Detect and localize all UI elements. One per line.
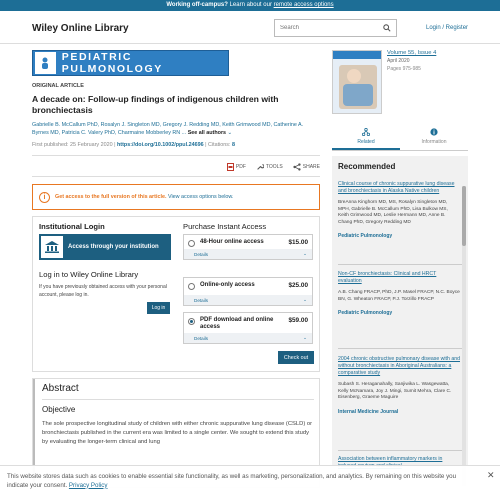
purchase-option-pdf-online[interactable] <box>183 312 313 344</box>
recommended-journal[interactable]: Pediatric Pulmonology <box>338 233 393 240</box>
info-icon: i <box>39 192 50 203</box>
article-type: ORIGINAL ARTICLE <box>32 83 84 89</box>
related-icon <box>362 128 370 136</box>
institutional-login-title: Institutional Login <box>39 222 105 231</box>
tab-information[interactable]: Information <box>400 128 468 150</box>
objective-text: The sole prospective longitudinal study of children with either chronic suppurative lung disease (CSLD) or bronchiectasis published in the current era was limited to a single center. We sought to extend this study by evaluating the longer-term clinical and lung <box>42 421 313 445</box>
tools-button[interactable]: TOOLS <box>256 163 283 171</box>
option-price: $15.00 <box>288 239 308 246</box>
recommended-authors: Subash S. Heraganahally, Sanjiwika L. Wasgewatta, Kelly McNamara, Joy J. Mingi, Sumit Mehra, Clare C. Eisenberg, Graeme Maguire <box>338 382 452 401</box>
recommended-article-link[interactable]: Clinical course of chronic suppurative lung disease and bronchiectasis in Alaska Native children <box>338 181 455 194</box>
divider <box>338 348 462 349</box>
objective-heading: Objective <box>42 405 76 414</box>
recommended-panel <box>332 156 468 486</box>
doi-link[interactable]: https://doi.org/10.1002/ppul.24696 <box>117 142 204 148</box>
journal-logo-icon <box>35 52 56 74</box>
purchase-access-title: Purchase Instant Access <box>183 222 267 231</box>
option-radio-selected[interactable] <box>188 318 195 325</box>
institution-access-button[interactable] <box>39 234 171 260</box>
chevron-down-icon: ⌄ <box>303 297 307 302</box>
check-out-button[interactable]: Check out <box>278 351 314 364</box>
option-price: $59.00 <box>288 317 308 324</box>
recommended-article-link[interactable]: Association between inflammatory markers in <box>338 456 443 462</box>
topbar-text: Learn about our <box>227 2 274 8</box>
author-list <box>32 121 314 137</box>
info-icon <box>430 128 438 136</box>
cookie-banner <box>0 465 500 500</box>
view-access-options-link[interactable]: View access options below. <box>167 194 234 200</box>
recommended-article-link[interactable]: Non-CF bronchiectasis: Clinical and HRCT evaluation <box>338 271 437 284</box>
recommended-journal[interactable]: Internal Medicine Journal <box>338 408 399 415</box>
divider <box>32 176 320 177</box>
access-notice-title: Get access to the full version of this article. <box>55 194 167 200</box>
volume-issue-link[interactable]: Volume 55, Issue 4 <box>387 50 437 56</box>
option-details-toggle[interactable]: Details ⌄ <box>184 295 312 305</box>
divider <box>42 399 314 400</box>
recommended-title: Recommended <box>338 162 396 171</box>
citations-label: Citations: <box>208 142 232 148</box>
recommended-authors: A.B. Chang FRACP, PhD, J.P. Masel FRACP, N.C. Boyce BN, G. Wheaton FRACP, P.J. Torzillo FRACP <box>338 290 460 302</box>
sidebar-tabs <box>332 128 468 151</box>
publication-info: First published: 25 February 2020 | https://doi.org/10.1002/ppul.24696 | Citations: 8 <box>32 142 235 148</box>
option-name: PDF download and online access <box>200 317 274 330</box>
search-icon[interactable] <box>378 20 396 36</box>
recommended-authors: BreAnna Kinghorn MD, MS, Rosalyn Singleton MD, MPH, Gabrielle B. McCallum PhD, Lisa Bulkow MS, Keith Grimwood MD, Leslie Hermann MD, Anne B. Chang PhD, Gregory Redding MD <box>338 200 448 225</box>
article-title: A decade on: Follow-up findings of indigenous children with bronchiectasis <box>32 94 279 115</box>
journal-banner[interactable] <box>32 50 229 76</box>
close-icon[interactable]: ✕ <box>487 470 495 480</box>
chevron-down-icon: ⌄ <box>303 251 307 256</box>
divider <box>338 264 462 265</box>
recommended-article-link[interactable]: 2004 chronic obstructive pulmonary disease with and without bronchiectasis in Aboriginal Australians: a comparative study <box>338 356 460 376</box>
search-input[interactable] <box>275 25 378 31</box>
chevron-down-icon: ⌄ <box>303 335 307 340</box>
purchase-option-online-only[interactable] <box>183 277 313 306</box>
option-details-toggle[interactable]: Details ⌄ <box>184 333 312 343</box>
purchase-option-48-hour[interactable] <box>183 234 313 260</box>
issue-info <box>332 50 468 114</box>
share-icon <box>293 163 301 171</box>
option-name: Online-only access <box>200 282 255 288</box>
journal-cover-image[interactable] <box>332 50 382 114</box>
sidebar <box>332 46 468 486</box>
access-options-panel <box>32 216 320 372</box>
first-published: First published: 25 February 2020 <box>32 142 113 148</box>
option-details-toggle[interactable]: Details ⌄ <box>184 249 312 259</box>
login-register-link[interactable]: Login / Register <box>426 25 469 31</box>
scrollbar-thumb[interactable] <box>462 186 466 246</box>
journal-banner-title: PEDIATRIC PULMONOLOGY <box>61 51 163 75</box>
institution-icon <box>41 236 63 258</box>
search-box <box>274 19 397 37</box>
list-item <box>338 181 460 239</box>
article-column <box>32 46 320 488</box>
remote-access-bar <box>0 0 500 11</box>
wrench-icon <box>256 163 264 171</box>
remote-access-link[interactable]: remote access options <box>273 2 334 8</box>
site-header <box>0 11 500 44</box>
see-all-authors-link[interactable]: See all authors <box>187 130 227 136</box>
share-button[interactable]: SHARE <box>293 163 320 171</box>
divider <box>338 450 462 451</box>
option-radio[interactable] <box>188 283 195 290</box>
issue-date: April 2020 <box>387 58 410 64</box>
authors-text[interactable]: Gabrielle B. McCallum PhD, Rosalyn J. Singleton MD, Gregory J. Redding MD, Keith Grimwood MD, Catherine A. Byrnes MD, Patricia C. Valery PhD, Charmaine Mobberley RN ... <box>32 122 304 136</box>
institution-access-label: Access through your institution <box>68 244 159 250</box>
option-name: 48-Hour online access <box>200 239 264 245</box>
citations-count[interactable]: 8 <box>231 142 235 148</box>
option-price: $25.00 <box>288 282 308 289</box>
recommended-journal[interactable]: Pediatric Pulmonology <box>338 310 393 317</box>
article-tools <box>32 162 320 172</box>
pdf-button[interactable]: PDF <box>227 163 246 171</box>
wol-login-title: Log in to Wiley Online Library <box>39 270 139 279</box>
tab-related[interactable]: Related <box>332 128 400 150</box>
option-radio[interactable] <box>188 240 195 247</box>
pdf-icon <box>227 163 234 171</box>
list-item <box>338 271 460 316</box>
cookie-text: This website stores data such as cookies to enable essential site functionality, as well as marketing, personalization, and analytics. By remaining on this website you indicate your consent. <box>7 473 457 489</box>
topbar-bold: Working off-campus? <box>166 2 228 8</box>
wiley-logo[interactable]: Wiley Online Library <box>32 23 129 34</box>
access-notice <box>32 184 320 210</box>
list-item <box>338 356 460 415</box>
privacy-policy-link[interactable]: Privacy Policy <box>68 481 108 489</box>
wol-login-description: If you have previously obtained access with your personal account, please log in. <box>39 284 167 298</box>
page-range: Pages 975-985 <box>387 66 421 72</box>
abstract-title: Abstract <box>42 383 79 394</box>
chevron-down-icon[interactable]: ⌄ <box>227 130 233 136</box>
log-in-button[interactable]: Log in <box>147 302 170 314</box>
divider <box>32 155 320 156</box>
